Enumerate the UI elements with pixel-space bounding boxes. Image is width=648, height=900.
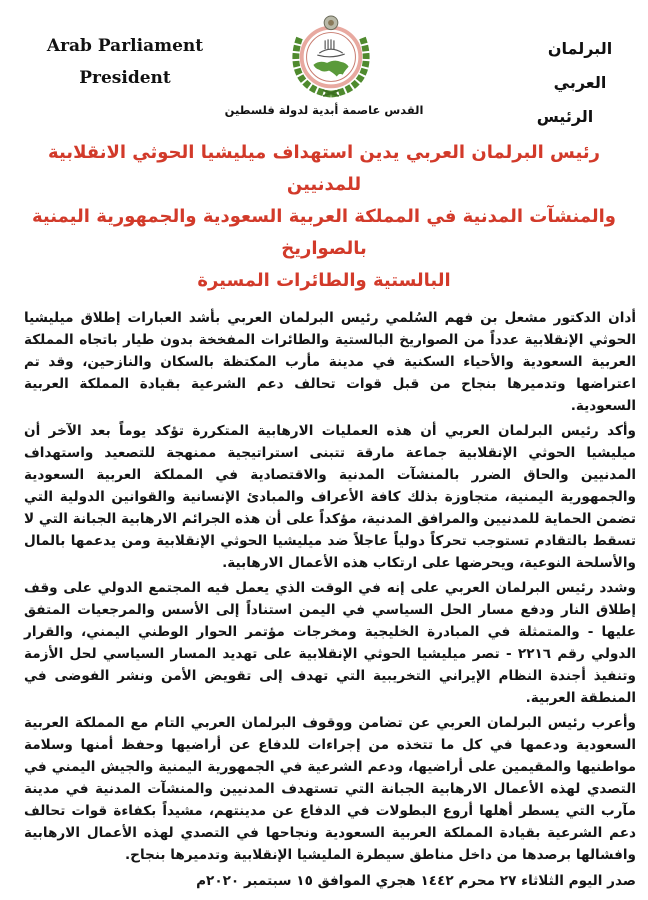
arabic-letterhead [520, 32, 640, 134]
english-letterhead [30, 30, 220, 94]
title-line: والمنشآت المدنية في المملكة العربية السعودية والجمهورية اليمنية بالصواريخ [32, 206, 616, 259]
english-role: President [79, 68, 171, 88]
title-line: رئيس البرلمان العربي يدين استهداف ميليشيا الحوثي الانقلابية للمدنيين [48, 142, 600, 195]
press-release-title [20, 137, 628, 297]
body-paragraph: أدان الدكتور مشعل بن فهم السُلمي رئيس البرلمان العربي بأشد العبارات إطلاق ميليشيا الحوثي الإنقلابية عدداً من الصواريخ البالستية والطائرات المفخخة بدون طيار باتجاه المملكة العربية السعودية والأحياء السكنية في مدينة مأرب المكتظة بالسكان والنازحين، وقد تم اعتراضها وتدميرها بنجاح من قبل قوات تحالف دعم الشرعية بقيادة المملكة العربية السعودية. [24, 310, 636, 414]
issue-date: صدر اليوم الثلاثاء ٢٧ محرم ١٤٤٢ هجري الموافق ١٥ سبتمبر ٢٠٢٠م [196, 873, 636, 889]
body-paragraph: وأعرب رئيس البرلمان العربي عن تضامن ووقوف البرلمان العربي التام مع المملكة العربية السعودية ودعمها في كل ما تتخذه من إجراءات للدفاع عن أراضيها وحفظ أمنها وسلامة مواطنيها والمقيمين على أراضيها، ودعم الشرعية في الجمهورية اليمنية والجيش اليمني في التصدي لهذه الأعمال الارهابية الجبانة التي تستهدف المدنيين والمنشآت المدنية في مدينة مآرب التي يسطر أهلها أروع البطولات في الدفاع عن مدينتهم، مشيداً بكفاءة قوات تحالف دعم الشرعية بقيادة المملكة العربية السعودية ونجاحها في التصدي لهذه الأعمال الارهابية وافشالها برصدها من داخل مناطق سيطرة المليشيا الإنقلابية وتدميرها بنجاح. [24, 715, 636, 863]
body-paragraph: وشدد رئيس البرلمان العربي على إنه في الوقت الذي يعمل فيه المجتمع الدولي على وقف إطلاق النار ودفع مسار الحل السياسي في اليمن استناداً إلى الأسس والمرجعيات المتفق عليها - والمتمثلة في المبادرة الخليجية ومخرجات مؤتمر الحوار الوطني اليمني، والقرار الدولي رقم ٢٢١٦ - تصر ميليشيا الحوثي الإنقلابية على تهديد المسار السياسي لحل الأزمة وتنفيذ أجندة النظام الإيراني التخريبية التي تهدف إلى تقويض الأمن ونشر الفوضى في المنطقة العربية. [24, 580, 636, 706]
english-org-name: Arab Parliament [46, 36, 204, 56]
arabic-role: الرئيس [536, 107, 594, 126]
slogan: القدس عاصمة أبدية لدولة فلسطين [224, 103, 424, 117]
letterhead [0, 0, 648, 125]
arab-parliament-emblem-icon [283, 14, 379, 100]
press-release-body [24, 307, 636, 866]
arabic-org-name: البرلمان العربي [547, 39, 613, 92]
body-paragraph: وأكد رئيس البرلمان العربي أن هذه العمليات الارهابية المتكررة تؤكد يوماً بعد الآخر أن ميليشيا الحوثي الإنقلابية جماعة مارقة تتبنى استراتيجية ممنهجة للتصعيد واستهداف المدنيين والحاق الضرر بالمنشآت المدنية والاقتصادية في المملكة العربية السعودية والجمهورية اليمنية، متجاوزة بذلك كافة الأعراف والمبادئ الإنسانية والقوانين الدولية التي تضمن الحماية للمدنيين والمرافق المدنية، مؤكداً على أن هذه الجرائم الارهابية الجبانة التي لا تسقط بالتقادم تستوجب تحركاً دولياً عاجلاً ضد ميليشيا الحوثي الإنقلابية ومن يدعمها بالمال والأسلحة النوعية، ويحرضها على ارتكاب هذه الأعمال الارهابية. [24, 423, 636, 571]
title-line: البالستية والطائرات المسيرة [197, 270, 451, 291]
